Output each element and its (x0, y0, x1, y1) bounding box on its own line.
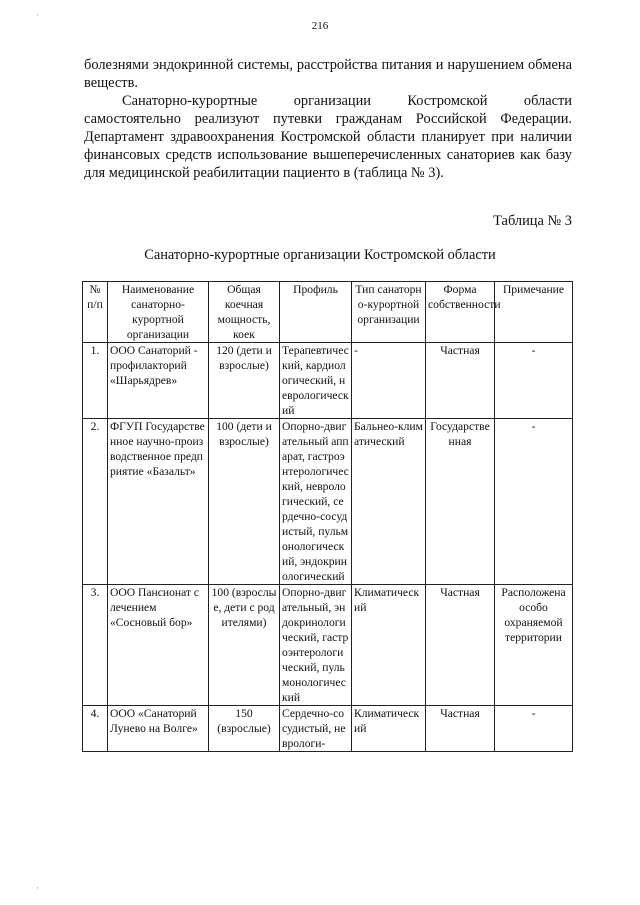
row-profile: Опорно-двигательный аппарат, гастроэнтерологический, неврологический, сердечно-сосудистый, пульмонологический, эндокринологический (280, 419, 352, 585)
row-capacity: 100 (взрослые, дети с родителями) (209, 585, 280, 706)
row-note: Расположена особо охраняемой территории (495, 585, 573, 706)
table-header-row (83, 282, 573, 343)
header-capacity: Общая коечная мощность, коек (209, 282, 280, 343)
paragraph-sanatoriums: Санаторно-курортные организации Костромской области самостоятельно реализуют путевки гражданам Российской Федерации. Департамент здравоохранения Костромской области планирует при наличии финансовых средств использование вышеперечисленных санаториев как базу для медицинской реабилитации пациенто в (таблица № 3). (84, 93, 572, 181)
row-capacity: 150 (взрослые) (209, 706, 280, 752)
row-ownership: Государственная (426, 419, 495, 585)
table-label: Таблица № 3 (493, 213, 572, 229)
row-capacity: 120 (дети и взрослые) (209, 343, 280, 419)
row-profile: Сердечно-сосудистый, неврологи- (280, 706, 352, 752)
page-number: 216 (311, 20, 329, 32)
row-num: 1. (83, 343, 108, 419)
row-type: Климатический (352, 585, 426, 706)
row-profile: Терапевтический, кардиологический, неврологический (280, 343, 352, 419)
row-ownership: Частная (426, 585, 495, 706)
table-row (83, 706, 573, 752)
row-note: - (495, 706, 573, 752)
row-num: 3. (83, 585, 108, 706)
paragraph-continuation: болезнями эндокринной системы, расстройства питания и нарушением обмена веществ. (84, 57, 572, 91)
row-ownership: Частная (426, 343, 495, 419)
header-ownership: Форма собственности (426, 282, 495, 343)
table-caption: Санаторно-курортные организации Костромской области (144, 247, 496, 263)
row-note: - (495, 419, 573, 585)
table-row (83, 343, 573, 419)
scan-mark: · (36, 10, 39, 20)
row-name: ООО «Санаторий Лунево на Волге» (108, 706, 209, 752)
table-row (83, 419, 573, 585)
row-type: Бальнео-климатический (352, 419, 426, 585)
row-name: ФГУП Государственное научно-производственное предприятие «Базальт» (108, 419, 209, 585)
header-type: Тип санаторно-курортной организации (352, 282, 426, 343)
header-num: № п/п (83, 282, 108, 343)
row-capacity: 100 (дети и взрослые) (209, 419, 280, 585)
header-note: Примечание (495, 282, 573, 343)
row-profile: Опорно-двигательный, эндокринологический, гастроэнтерологический, пульмонологический (280, 585, 352, 706)
row-num: 4. (83, 706, 108, 752)
row-num: 2. (83, 419, 108, 585)
table-row (83, 585, 573, 706)
row-name: ООО Пансионат с лечением «Сосновый бор» (108, 585, 209, 706)
header-profile: Профиль (280, 282, 352, 343)
row-ownership: Частная (426, 706, 495, 752)
row-note: - (495, 343, 573, 419)
scan-mark: · (36, 883, 39, 893)
row-type: Климатический (352, 706, 426, 752)
row-type: - (352, 343, 426, 419)
header-name: Наименование санаторно-курортной организации (108, 282, 209, 343)
sanatorium-table (82, 281, 573, 752)
row-name: ООО Санаторий - профилакторий «Шарьядрев» (108, 343, 209, 419)
